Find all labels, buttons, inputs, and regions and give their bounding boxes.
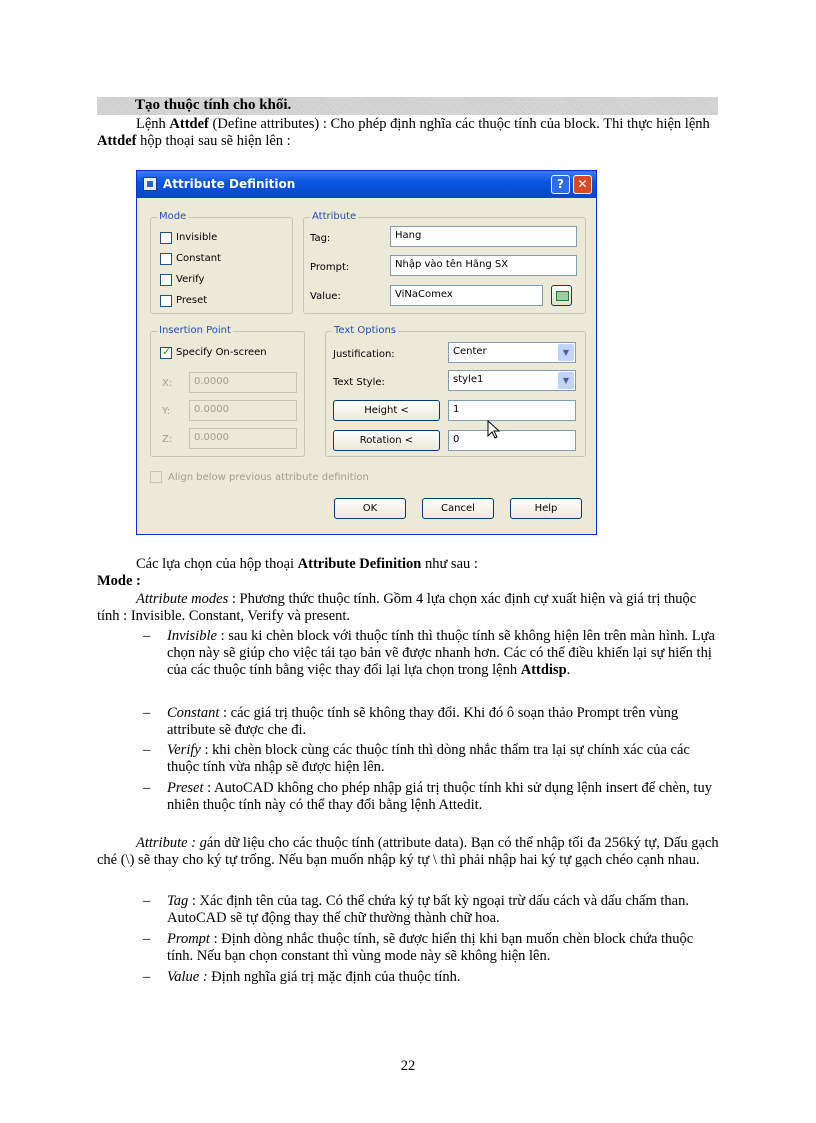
term: Constant bbox=[167, 705, 220, 721]
y-field: 0.0000 bbox=[189, 400, 297, 421]
desc: : Xác định tên của tag. Có thể chứa ký tự bất kỳ ngoại trừ dấu cách và dấu chấm than. AutoCAD sẽ tự động thay thế chữ thường thành chữ hoa. bbox=[167, 893, 689, 926]
section-heading: Tạo thuộc tính cho khối. bbox=[135, 97, 292, 113]
desc: : AutoCAD không cho phép nhập giá trị thuộc tính khi sử dụng lệnh insert để chèn, tuy nhiên thuộc tính này có thể thay đổi bằng lệnh Attedit. bbox=[167, 780, 712, 813]
mode-heading bbox=[97, 573, 721, 590]
dialog-title: Attribute Definition bbox=[163, 177, 296, 191]
x-field: 0.0000 bbox=[189, 372, 297, 393]
term: Tag bbox=[167, 893, 189, 909]
modes-paragraph bbox=[97, 591, 721, 625]
options-intro-text: Các lựa chọn của hộp thoại bbox=[136, 556, 298, 572]
x-label: X: bbox=[162, 378, 173, 389]
chevron-down-icon: ▼ bbox=[558, 344, 574, 361]
attdef-command: Attdef bbox=[169, 116, 209, 132]
prompt-label: Prompt: bbox=[310, 262, 350, 273]
value-label: Value: bbox=[310, 291, 341, 302]
app-icon bbox=[143, 177, 157, 191]
bullet-text bbox=[167, 780, 723, 814]
attribute-text: án dữ liệu cho các thuộc tính (attribute data). Bạn có thể nhập tối đa 256ký tự, Dấu gạch ché (\) sẽ thay cho ký tự trống. Nếu bạn muốn nhập ký tự \ thì phải nhập hai ký tự gạch chéo cạnh nhau. bbox=[97, 835, 719, 868]
verify-checkbox[interactable] bbox=[160, 274, 172, 286]
term: Prompt bbox=[167, 931, 210, 947]
height-field[interactable]: 1 bbox=[448, 400, 576, 421]
text-style-select[interactable] bbox=[448, 370, 576, 391]
insertion-point-legend: Insertion Point bbox=[159, 325, 231, 336]
z-label: Z: bbox=[162, 434, 173, 445]
dash-icon: – bbox=[143, 705, 151, 721]
rotation-pick-button[interactable]: Rotation < bbox=[333, 430, 440, 451]
page-number: 22 bbox=[400, 1058, 416, 1074]
term: Preset bbox=[167, 780, 204, 796]
mouse-cursor-icon bbox=[487, 420, 501, 440]
align-below-label: Align below previous attribute definition bbox=[168, 472, 369, 483]
dialog-titlebar[interactable] bbox=[137, 171, 596, 198]
bullet-text bbox=[167, 893, 723, 927]
term: Invisible bbox=[167, 628, 217, 644]
justification-label: Justification: bbox=[333, 349, 395, 360]
y-label: Y: bbox=[162, 406, 171, 417]
prompt-field[interactable]: Nhập vào tên Hãng SX bbox=[390, 255, 577, 276]
dash-icon: – bbox=[143, 628, 151, 644]
intro-paragraph bbox=[97, 116, 721, 150]
constant-checkbox[interactable] bbox=[160, 253, 172, 265]
dash-icon: – bbox=[143, 780, 151, 796]
z-field: 0.0000 bbox=[189, 428, 297, 449]
desc: : các giá trị thuộc tính sẽ không thay đổi. Khi đó ô soạn thảo Prompt trên vùng attribute sẽ được che đi. bbox=[167, 705, 679, 738]
ok-button[interactable]: OK bbox=[334, 498, 406, 519]
preset-checkbox[interactable] bbox=[160, 295, 172, 307]
dash-icon: – bbox=[143, 931, 151, 947]
attdisp-command: Attdisp bbox=[520, 662, 567, 678]
help-button[interactable]: Help bbox=[510, 498, 582, 519]
bullet-text bbox=[167, 705, 723, 739]
insert-field-icon[interactable] bbox=[551, 285, 572, 306]
attdef-command: Attdef bbox=[97, 133, 137, 149]
options-intro-text: như sau : bbox=[421, 556, 478, 572]
section-heading-bar bbox=[97, 97, 718, 115]
text-style-label: Text Style: bbox=[333, 377, 385, 388]
attribute-paragraph bbox=[97, 835, 721, 869]
close-icon[interactable]: ✕ bbox=[573, 175, 592, 194]
term: Value : bbox=[167, 969, 208, 985]
verify-label: Verify bbox=[176, 274, 205, 285]
bullet-text bbox=[167, 969, 723, 986]
term: Verify bbox=[167, 742, 201, 758]
attribute-legend: Attribute bbox=[312, 211, 357, 222]
attribute-term: Attribute : g bbox=[136, 835, 207, 851]
height-pick-button[interactable]: Height < bbox=[333, 400, 440, 421]
intro-text: (Define attributes) : Cho phép định nghĩa các thuộc tính của block. Thi thực hiện lệnh bbox=[208, 116, 710, 132]
cancel-button[interactable]: Cancel bbox=[422, 498, 494, 519]
intro-text: hộp thoại sau sẽ hiện lên : bbox=[136, 133, 291, 149]
value-field[interactable]: ViNaComex bbox=[390, 285, 543, 306]
specify-onscreen-label: Specify On-screen bbox=[176, 347, 267, 358]
attribute-definition-dialog bbox=[136, 170, 597, 535]
desc: Định nghĩa giá trị mặc định của thuộc tính. bbox=[207, 969, 461, 985]
justification-select[interactable] bbox=[448, 342, 576, 363]
chevron-down-icon: ▼ bbox=[558, 372, 574, 389]
preset-label: Preset bbox=[176, 295, 208, 306]
align-below-checkbox bbox=[150, 471, 162, 483]
mode-heading-text: Mode : bbox=[97, 573, 141, 589]
rotation-field[interactable]: 0 bbox=[448, 430, 576, 451]
help-icon[interactable]: ? bbox=[551, 175, 570, 194]
dash-icon: – bbox=[143, 742, 151, 758]
desc: . bbox=[566, 662, 571, 678]
dash-icon: – bbox=[143, 969, 151, 985]
modes-term: Attribute modes bbox=[136, 591, 229, 607]
dialog-name: Attribute Definition bbox=[297, 556, 422, 572]
text-style-value: style1 bbox=[453, 374, 484, 385]
desc: : sau ki chèn block với thuộc tính thì thuộc tính sẽ không hiện lên trên màn hình. Lựa chọn này sẽ giúp cho việc tái tạo bản vẽ được nhanh hơn. Các có thể điều khiển lại sự hiển thị của các thuộc tính bằng việc thay đổi lại lựa chọn trong lệnh bbox=[167, 628, 715, 678]
tag-label: Tag: bbox=[310, 233, 331, 244]
text-options-legend: Text Options bbox=[334, 325, 396, 336]
bullet-text bbox=[167, 742, 723, 776]
specify-onscreen-checkbox[interactable] bbox=[160, 347, 172, 359]
desc: : khi chèn block cùng các thuộc tính thì dòng nhắc thẩm tra lại sự chính xác của các thuộc tính vừa nhập sẽ được hiện lên. bbox=[167, 742, 690, 775]
intro-text: Lệnh bbox=[136, 116, 170, 132]
invisible-label: Invisible bbox=[176, 232, 218, 243]
dash-icon: – bbox=[143, 893, 151, 909]
justification-value: Center bbox=[453, 346, 487, 357]
invisible-checkbox[interactable] bbox=[160, 232, 172, 244]
constant-label: Constant bbox=[176, 253, 221, 264]
tag-field[interactable]: Hang bbox=[390, 226, 577, 247]
mode-legend: Mode bbox=[159, 211, 187, 222]
bullet-text bbox=[167, 931, 723, 965]
modes-text: : Phương thức thuộc tính. Gồm 4 lựa chọn xác định cự xuất hiện và giá trị thuộc tính : Invisible. Constant, Verify và present. bbox=[97, 591, 697, 624]
options-intro bbox=[97, 556, 721, 573]
desc: : Định dòng nhắc thuộc tính, sẽ được hiển thị khi bạn muốn chèn block chứa thuộc tính. Nếu bạn chọn constant thì vùng mode này sẽ không hiện lên. bbox=[167, 931, 694, 964]
bullet-text bbox=[167, 628, 723, 679]
